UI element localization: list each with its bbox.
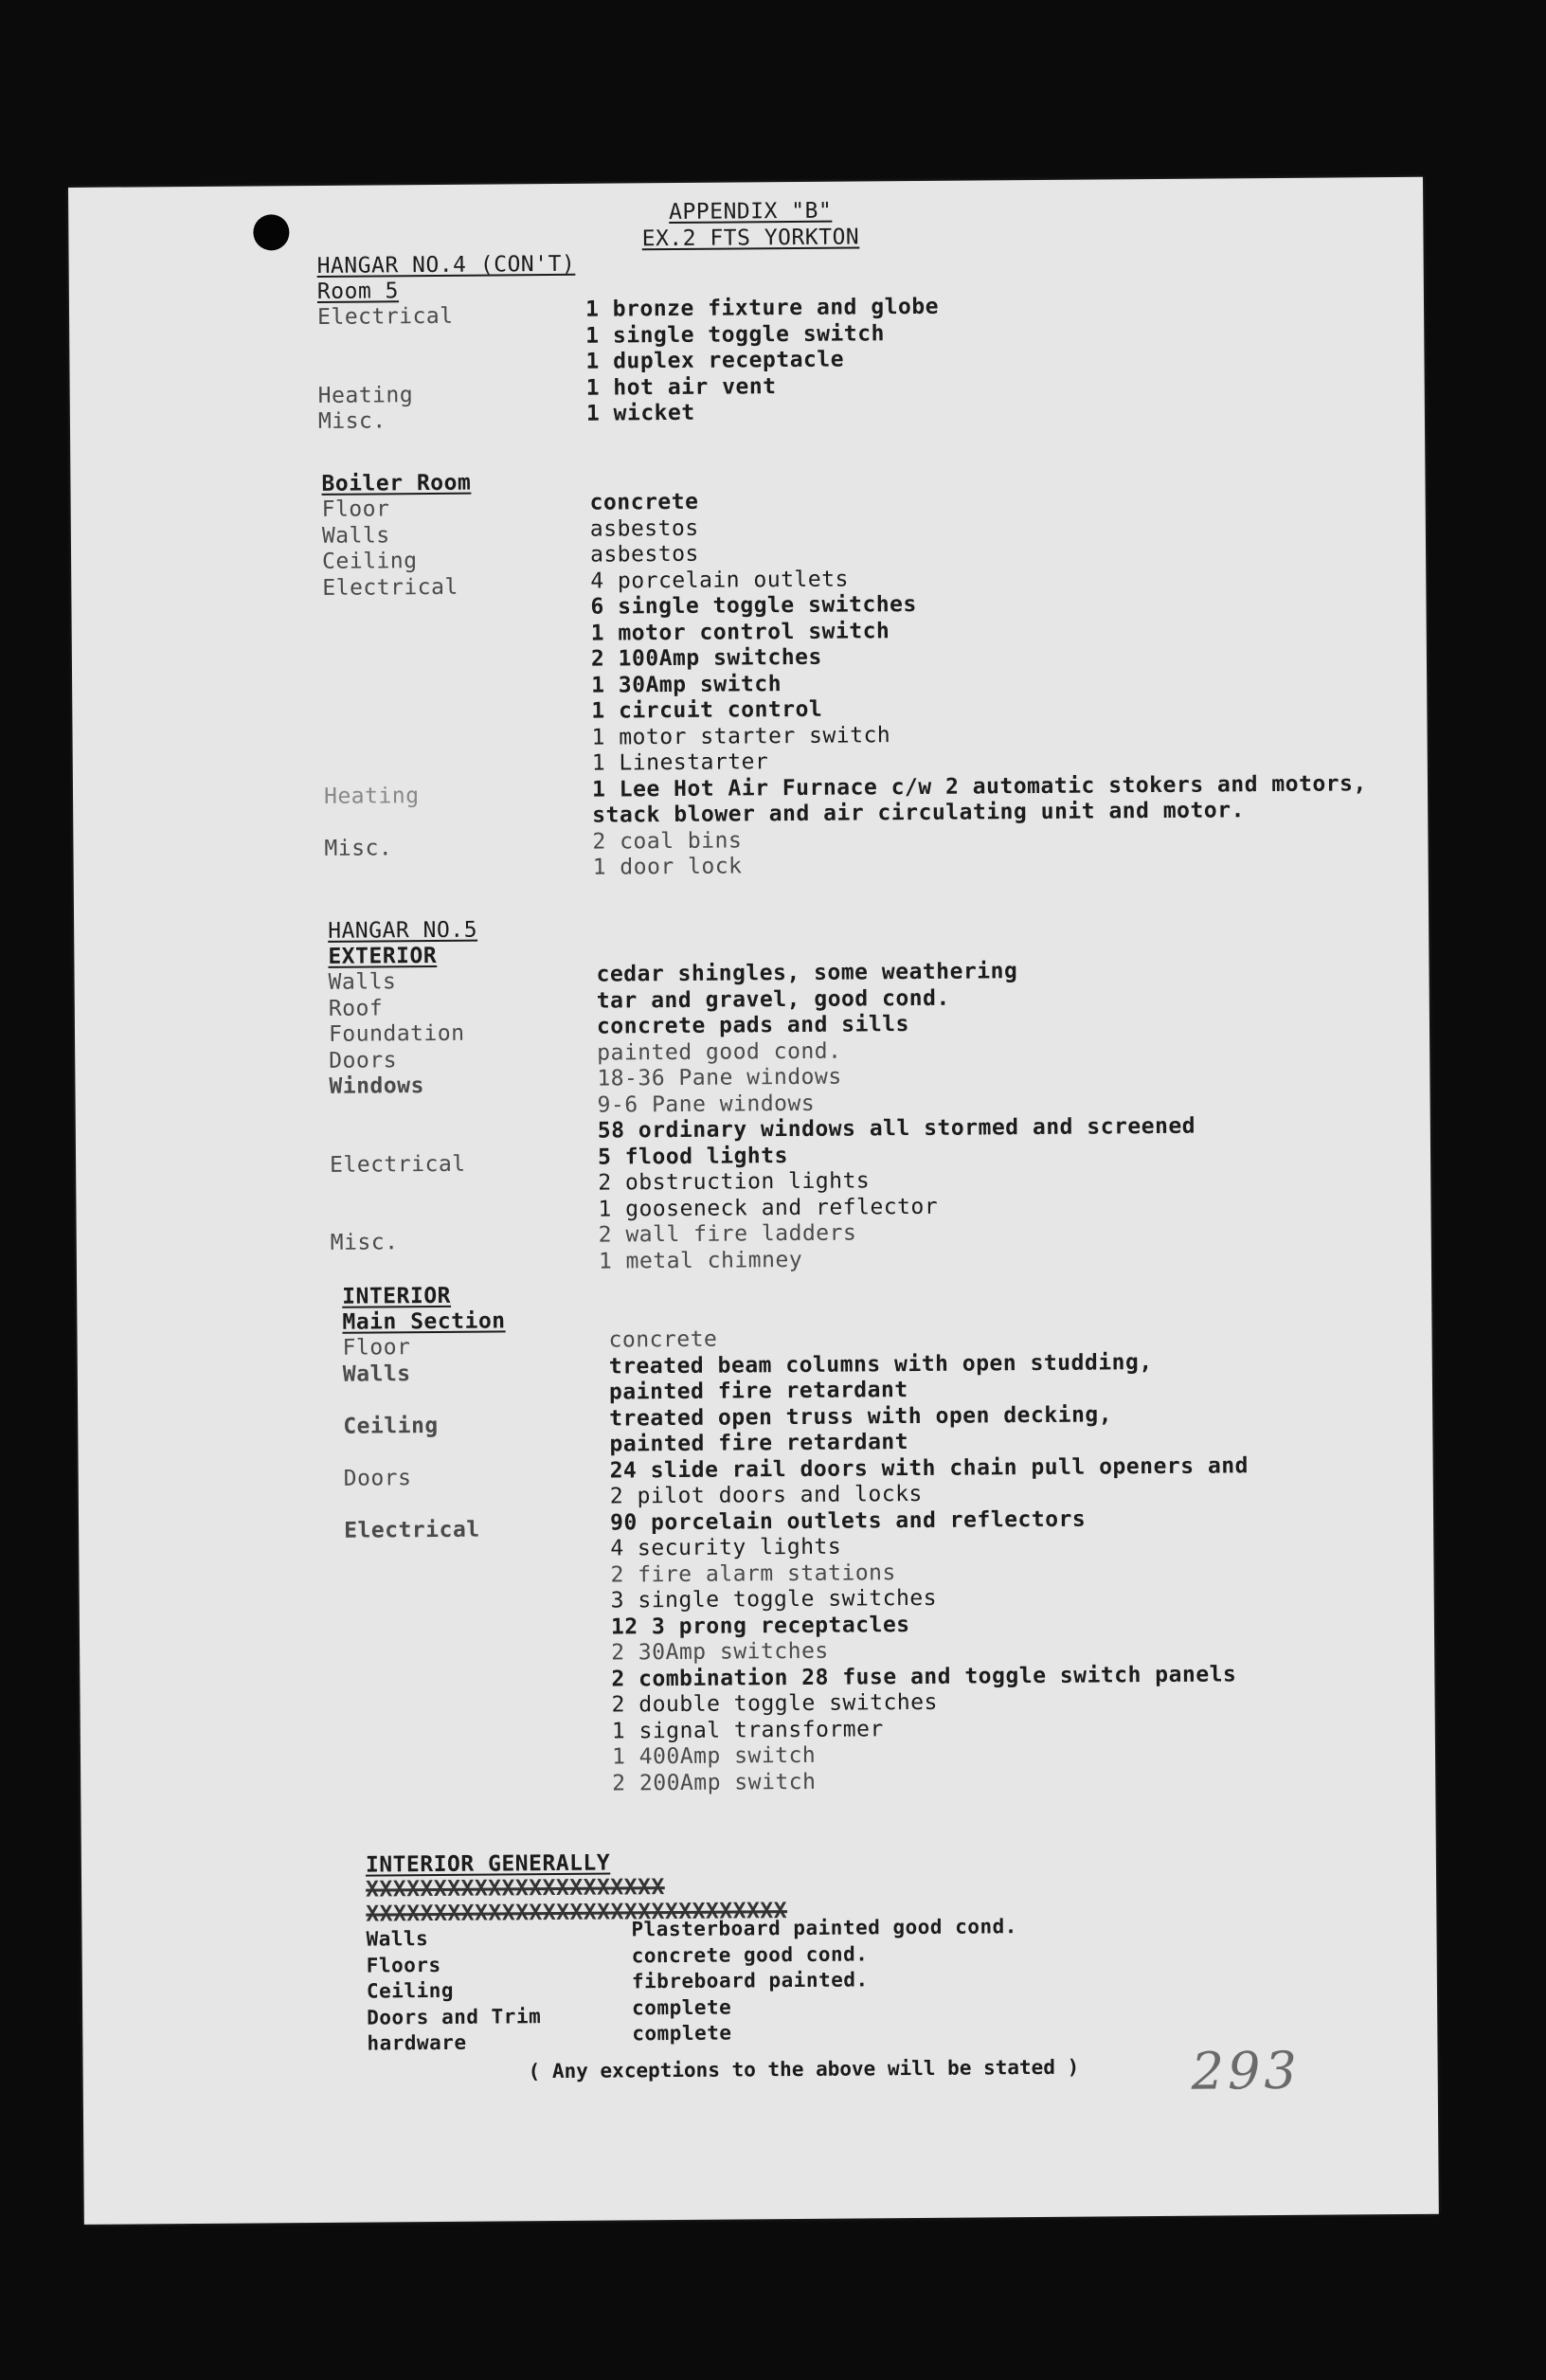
section-title-hangar-5: HANGAR NO.5 (328, 917, 478, 944)
row-value: 2 coal bins (592, 827, 743, 855)
row-value: painted fire retardant (608, 1378, 908, 1405)
row-label: Electrical (344, 1517, 480, 1543)
station-title: EX.2 FTS YORKTON (641, 224, 860, 251)
row-label: Windows (329, 1073, 424, 1099)
row-value: 1 metal chimney (598, 1247, 803, 1274)
row-value: 4 security lights (610, 1534, 842, 1561)
row-value: 2 200Amp switch (612, 1769, 817, 1796)
row-value: 1 gooseneck and reflector (598, 1194, 939, 1222)
appendix-title: APPENDIX "B" (669, 198, 833, 225)
row-value: concrete good cond. (631, 1941, 869, 1967)
row-value: 5 flood lights (597, 1143, 789, 1170)
document-page (68, 177, 1439, 2225)
section-title-boiler-room: Boiler Room (321, 470, 472, 496)
row-label: Doors (329, 1047, 398, 1073)
row-value: 2 combination 28 fuse and toggle switch panels (611, 1661, 1237, 1692)
labels-room-5 (317, 304, 455, 436)
row-value: concrete (589, 489, 699, 515)
section-title-interior-generally: INTERIOR GENERALLY (365, 1850, 611, 1878)
row-label: Walls (328, 969, 397, 995)
row-value: asbestos (589, 541, 699, 568)
row-value: 1 wicket (585, 400, 695, 426)
row-value: 24 slide rail doors with chain pull openers and (609, 1452, 1249, 1484)
section-subtitle-exterior: EXTERIOR (328, 943, 438, 969)
section-subtitle-room-5: Room 5 (316, 279, 400, 304)
row-label: Misc. (317, 408, 386, 434)
row-label: Misc. (330, 1230, 399, 1255)
row-value: 1 door lock (592, 854, 743, 880)
row-value: 1 motor control switch (590, 618, 890, 646)
row-value: complete (632, 1995, 732, 2019)
appendix-heading (561, 198, 940, 253)
row-value: 58 ordinary windows all stormed and screened (597, 1113, 1196, 1144)
row-value: painted good cond. (597, 1038, 842, 1066)
row-value: painted fire retardant (609, 1430, 909, 1457)
row-value: 1 Linestarter (591, 749, 769, 776)
section-subtitle-main-section: Main Section (342, 1308, 506, 1335)
row-value: tar and gravel, good cond. (596, 985, 950, 1014)
row-value: 1 30Amp switch (591, 671, 782, 698)
struck-line-1: XXXXXXXXXXXXXXXXXXXXXX (366, 1875, 665, 1902)
row-value: 1 signal transformer (611, 1716, 884, 1744)
row-value: concrete (608, 1326, 718, 1353)
row-label: Heating (323, 783, 420, 809)
row-value: asbestos (589, 515, 699, 542)
row-value: concrete pads and sills (596, 1012, 910, 1039)
struck-line-2: XXXXXXXXXXXXXXXXXXXXXXXXXXXXXXX (366, 1899, 788, 1927)
section-title-hangar-4: HANGAR NO.4 (CON'T) (316, 251, 576, 279)
row-value: stack blower and air circulating unit and motor. (592, 798, 1245, 828)
values-exterior (596, 958, 1196, 1275)
row-value: 1 single toggle switch (585, 320, 885, 349)
row-value: 2 double toggle switches (611, 1689, 939, 1718)
row-value: 2 obstruction lights (598, 1168, 871, 1196)
row-value: complete (632, 2021, 732, 2046)
labels-exterior (328, 969, 466, 1257)
row-value: treated open truss with open decking, (609, 1401, 1113, 1432)
row-label: Floor (321, 496, 390, 522)
row-value: treated beam columns with open studding, (608, 1349, 1153, 1379)
row-value: 90 porcelain outlets and reflectors (609, 1506, 1087, 1536)
row-value: 1 hot air vent (585, 373, 777, 401)
row-value: 1 400Amp switch (611, 1742, 817, 1770)
row-label: Electrical (330, 1151, 466, 1178)
row-label: Ceiling (322, 549, 418, 574)
row-label: Doors (343, 1465, 412, 1491)
page-number: 293 (1191, 2040, 1301, 2101)
section-title-interior: INTERIOR (342, 1283, 452, 1309)
row-value: 1 duplex receptacle (585, 347, 845, 374)
row-label: Electrical (316, 303, 454, 330)
row-label: Walls (321, 522, 390, 549)
row-value: 4 porcelain outlets (590, 567, 849, 594)
row-label: Ceiling (366, 1978, 455, 2003)
row-value: 1 motor starter switch (591, 722, 891, 750)
row-value: 2 pilot doors and locks (609, 1481, 923, 1509)
row-label: Misc. (324, 835, 393, 861)
footnote: ( Any exceptions to the above will be stated ) (528, 2055, 1080, 2083)
row-value: 2 100Amp switches (590, 644, 822, 672)
labels-boiler-room (322, 496, 461, 862)
row-label: Roof (328, 995, 384, 1021)
values-room-5 (585, 295, 940, 427)
values-boiler-room (590, 484, 1368, 881)
row-label: Doors and Trim (367, 2004, 542, 2029)
row-label: Floors (366, 1953, 441, 1977)
labels-interior (343, 1335, 480, 1544)
row-label: Walls (366, 1927, 429, 1951)
row-value: 2 wall fire ladders (598, 1220, 857, 1248)
row-value: cedar shingles, some weathering (596, 959, 1018, 987)
row-label: Foundation (328, 1020, 465, 1047)
row-value: 2 fire alarm stations (610, 1560, 896, 1588)
row-value: Plasterboard painted good cond. (631, 1915, 1017, 1941)
punch-hole (253, 214, 289, 250)
row-label: Electrical (322, 574, 458, 601)
row-value: 2 30Amp switches (611, 1638, 829, 1666)
row-label: Walls (342, 1361, 411, 1387)
row-value: fibreboard painted. (631, 1968, 869, 1993)
row-value: 1 bronze fixture and globe (584, 294, 940, 322)
row-value: 18-36 Pane windows (597, 1064, 842, 1091)
row-value: 3 single toggle switches (610, 1585, 938, 1614)
row-label: hardware (367, 2030, 467, 2055)
labels-interior-generally (366, 1925, 541, 2057)
values-interior-generally (631, 1914, 1018, 2047)
row-value: 1 circuit control (591, 696, 823, 724)
row-value: 1 Lee Hot Air Furnace c/w 2 automatic stokers and motors, (591, 770, 1367, 802)
row-value: 9-6 Pane windows (597, 1091, 816, 1118)
row-label: Ceiling (343, 1413, 439, 1439)
values-interior (608, 1323, 1250, 1796)
row-label: Floor (342, 1335, 411, 1361)
row-value: 6 single toggle switches (590, 591, 917, 620)
row-value: 12 3 prong receptacles (610, 1612, 910, 1640)
row-label: Heating (317, 382, 414, 408)
